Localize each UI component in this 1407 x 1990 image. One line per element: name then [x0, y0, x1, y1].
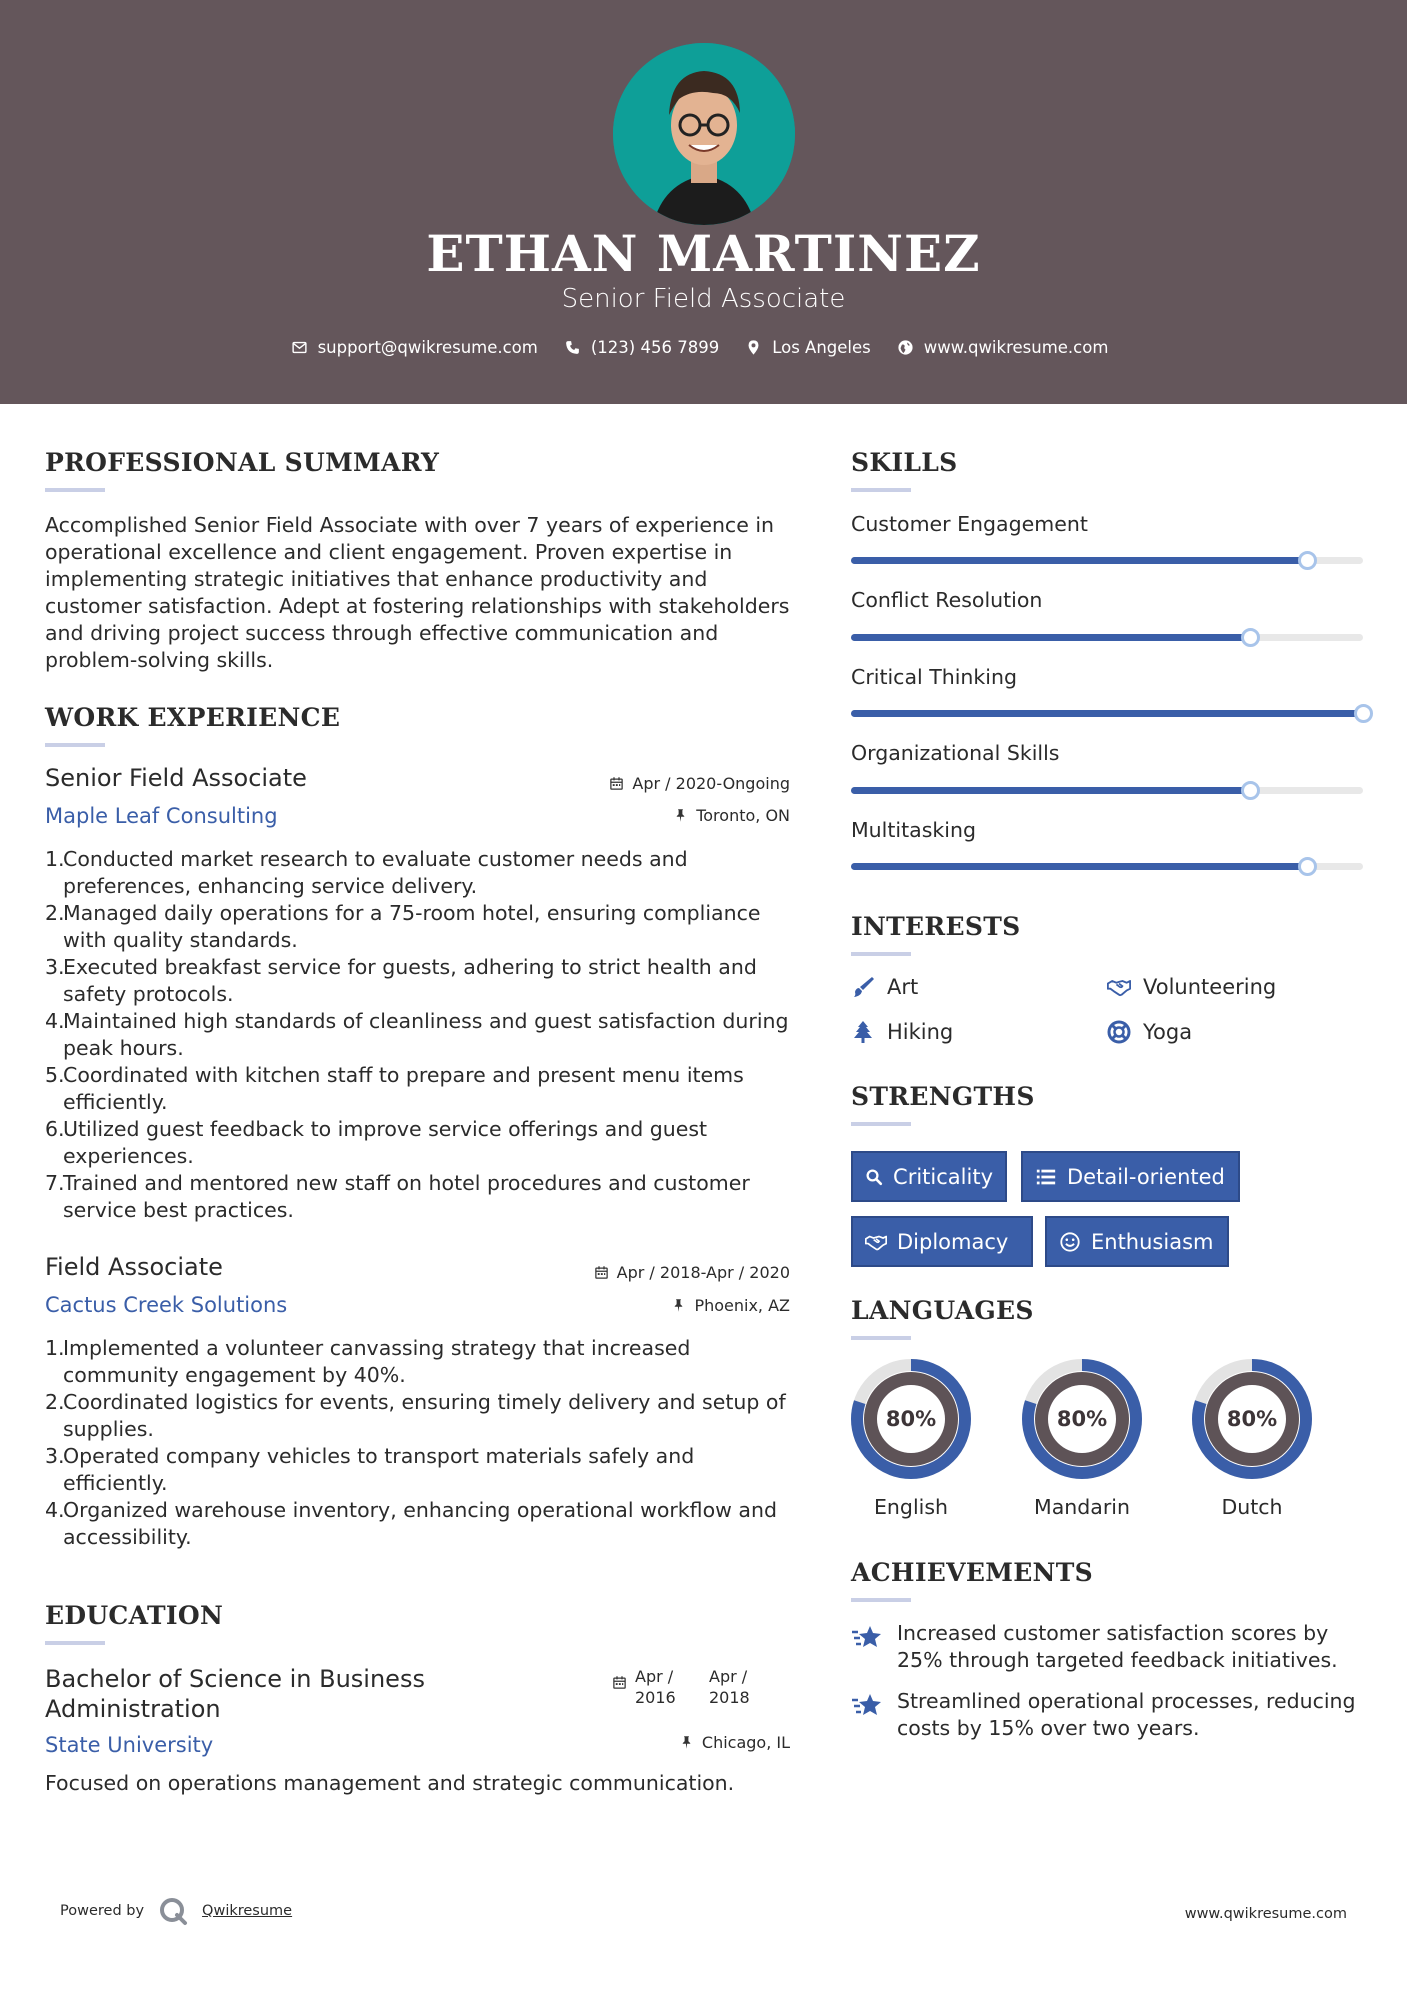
phone-icon — [564, 339, 581, 356]
list-item: 1. Implemented a volunteer canvassing strategy that increased community engagement by 40%. — [45, 1336, 691, 1387]
contact-website[interactable] — [897, 338, 1109, 357]
job-bullets — [45, 846, 790, 1224]
skill-label: Customer Engagement — [851, 512, 1088, 536]
job-location-text: Toronto, ON — [696, 806, 790, 825]
experience-heading: WORK EXPERIENCE — [45, 703, 341, 732]
contact-bar — [0, 338, 1407, 357]
strengths-heading-rule — [851, 1122, 911, 1126]
education-end: Apr / 2018 — [709, 1667, 750, 1707]
skill-bar-knob — [1298, 857, 1317, 876]
experience-heading-rule — [45, 743, 105, 747]
education-location — [679, 1733, 790, 1752]
skill-bar-fill — [851, 557, 1307, 564]
list-item: 4. Maintained high standards of cleanliness and guest satisfaction during peak hours. — [45, 1009, 789, 1060]
list-item: 3. Operated company vehicles to transport materials safely and efficiently. — [45, 1444, 695, 1495]
globe-icon — [897, 339, 914, 356]
summary-heading-rule — [45, 488, 105, 492]
education-degree: Bachelor of Science in Business Administration — [45, 1665, 425, 1723]
contact-phone-text: (123) 456 7899 — [590, 338, 720, 357]
job-dates-text: Apr / 2018-Apr / 2020 — [616, 1263, 790, 1282]
calendar-icon — [609, 776, 624, 791]
list-item: 1. Conducted market research to evaluate customer needs and preferences, enhancing service delivery. — [45, 847, 688, 898]
strengths-heading: STRENGTHS — [851, 1082, 1035, 1111]
education-start: Apr / 2016 — [635, 1667, 676, 1707]
search-icon — [865, 1166, 883, 1188]
list-item: 2. Coordinated logistics for events, ensuring timely delivery and setup of supplies. — [45, 1390, 786, 1441]
job-title: Senior Field Associate — [45, 764, 307, 792]
job-location-text: Phoenix, AZ — [694, 1296, 790, 1315]
language-gauge — [851, 1359, 971, 1479]
language-gauge — [1022, 1359, 1142, 1479]
achievements-heading-rule — [851, 1598, 911, 1602]
education-location-text: Chicago, IL — [701, 1733, 790, 1752]
candidate-role: Senior Field Associate — [561, 284, 846, 314]
contact-email[interactable] — [291, 338, 538, 357]
strength-badge: Criticality — [851, 1151, 1007, 1202]
skill-label: Conflict Resolution — [851, 588, 1043, 612]
paintbrush-icon — [851, 975, 875, 999]
skill-bar-fill — [851, 787, 1250, 794]
job-dates-text: Apr / 2020-Ongoing — [632, 774, 790, 793]
language-item — [1022, 1359, 1142, 1519]
tree-icon — [851, 1020, 875, 1044]
skill-bar-fill — [851, 634, 1250, 641]
contact-location — [745, 338, 871, 357]
list-item: 5. Coordinated with kitchen staff to prepare and present menu items efficiently. — [45, 1063, 744, 1114]
handshake-icon — [865, 1231, 887, 1253]
job-location — [673, 806, 790, 825]
contact-location-text: Los Angeles — [772, 338, 871, 357]
education-dates — [612, 1666, 765, 1708]
achievement-item: Increased customer satisfaction scores by 25% through targeted feedback initiatives. — [851, 1620, 1371, 1674]
interests-heading: INTERESTS — [851, 912, 1021, 941]
profile-photo — [613, 43, 795, 225]
skill-bar — [851, 710, 1363, 717]
envelope-icon — [291, 339, 308, 356]
powered-by-label: Powered by — [60, 1903, 145, 1919]
strength-badge: Enthusiasm — [1045, 1216, 1229, 1267]
language-gauge — [1192, 1359, 1312, 1479]
pushpin-icon — [679, 1735, 694, 1750]
languages-heading-rule — [851, 1336, 911, 1340]
languages-heading: LANGUAGES — [851, 1296, 1034, 1325]
skill-bar-fill — [851, 710, 1363, 717]
education-school: State University — [45, 1733, 214, 1757]
skills-heading: SKILLS — [851, 448, 958, 477]
job-dates — [594, 1263, 790, 1282]
language-percent: 80% — [1226, 1407, 1278, 1431]
job-company: Cactus Creek Solutions — [45, 1293, 288, 1317]
skill-bar-fill — [851, 863, 1307, 870]
brand-link[interactable]: Qwikresume — [202, 1903, 293, 1919]
strength-badge: Diplomacy — [851, 1216, 1033, 1267]
skill-bar — [851, 634, 1363, 641]
language-name: English — [873, 1495, 949, 1519]
list-item: 4. Organized warehouse inventory, enhancing operational workflow and accessibility. — [45, 1498, 777, 1549]
interests-heading-rule — [851, 952, 911, 956]
star-badge-icon — [851, 1622, 883, 1654]
list-item: 3. Executed breakfast service for guests, adhering to strict health and safety protocols. — [45, 955, 757, 1006]
skill-bar — [851, 557, 1363, 564]
skill-bar — [851, 787, 1363, 794]
job-title: Field Associate — [45, 1253, 223, 1281]
interest-item: Hiking — [851, 1020, 953, 1044]
education-description: Focused on operations management and strategic communication. — [45, 1771, 735, 1795]
job-bullets — [45, 1335, 790, 1551]
skills-heading-rule — [851, 488, 911, 492]
contact-email-text: support@qwikresume.com — [317, 338, 538, 357]
handshake-icon — [1107, 975, 1131, 999]
language-percent: 80% — [1056, 1407, 1108, 1431]
interest-item: Art — [851, 975, 918, 999]
qwikresume-logo-icon — [158, 1896, 188, 1926]
interest-item: Volunteering — [1107, 975, 1276, 999]
pushpin-icon — [673, 808, 688, 823]
achievements-heading: ACHIEVEMENTS — [851, 1558, 1093, 1587]
pushpin-icon — [671, 1298, 686, 1313]
resume-header — [0, 0, 1407, 404]
contact-website-text: www.qwikresume.com — [923, 338, 1109, 357]
language-item — [851, 1359, 971, 1519]
skill-label: Organizational Skills — [851, 741, 1060, 765]
skill-label: Critical Thinking — [851, 665, 1017, 689]
skill-bar-knob — [1298, 551, 1317, 570]
language-name: Mandarin — [1034, 1495, 1130, 1519]
lifebuoy-icon — [1107, 1020, 1131, 1044]
summary-heading: PROFESSIONAL SUMMARY — [45, 448, 440, 477]
candidate-name: ETHAN MARTINEZ — [426, 224, 981, 283]
list-item: 7. Trained and mentored new staff on hotel procedures and customer service best practices. — [45, 1171, 750, 1222]
skill-bar-knob — [1354, 704, 1373, 723]
skill-label: Multitasking — [851, 818, 976, 842]
job-company: Maple Leaf Consulting — [45, 804, 278, 828]
language-item — [1192, 1359, 1312, 1519]
skill-bar-knob — [1241, 781, 1260, 800]
calendar-icon — [612, 1675, 627, 1690]
language-name: Dutch — [1221, 1495, 1283, 1519]
map-pin-icon — [745, 339, 762, 356]
language-percent: 80% — [885, 1407, 937, 1431]
smile-icon — [1059, 1231, 1081, 1253]
list-icon — [1035, 1166, 1057, 1188]
list-item: 2. Managed daily operations for a 75-room hotel, ensuring compliance with quality standards. — [45, 901, 761, 952]
star-badge-icon — [851, 1690, 883, 1722]
job-location — [671, 1296, 790, 1315]
footer-website[interactable]: www.qwikresume.com — [1184, 1906, 1347, 1922]
skill-bar — [851, 863, 1363, 870]
education-heading-rule — [45, 1641, 105, 1645]
list-item: 6. Utilized guest feedback to improve service offerings and guest experiences. — [45, 1117, 708, 1168]
education-heading: EDUCATION — [45, 1601, 224, 1630]
job-dates — [609, 774, 790, 793]
summary-text: Accomplished Senior Field Associate with over 7 years of experience in operational excellence and client engagement. Proven expertise in implementing strategic initiatives that enhance productivity and customer satisfaction. Adept at fostering relationships with stakeholders and driving project success through effective communication and problem-solving skills. — [45, 513, 790, 672]
calendar-icon — [594, 1265, 609, 1280]
interest-item: Yoga — [1107, 1020, 1192, 1044]
strength-badge: Detail-oriented — [1021, 1151, 1240, 1202]
contact-phone[interactable] — [564, 338, 719, 357]
achievement-item: Streamlined operational processes, reducing costs by 15% over two years. — [851, 1688, 1371, 1742]
skill-bar-knob — [1241, 628, 1260, 647]
footer-powered-by — [60, 1896, 292, 1926]
